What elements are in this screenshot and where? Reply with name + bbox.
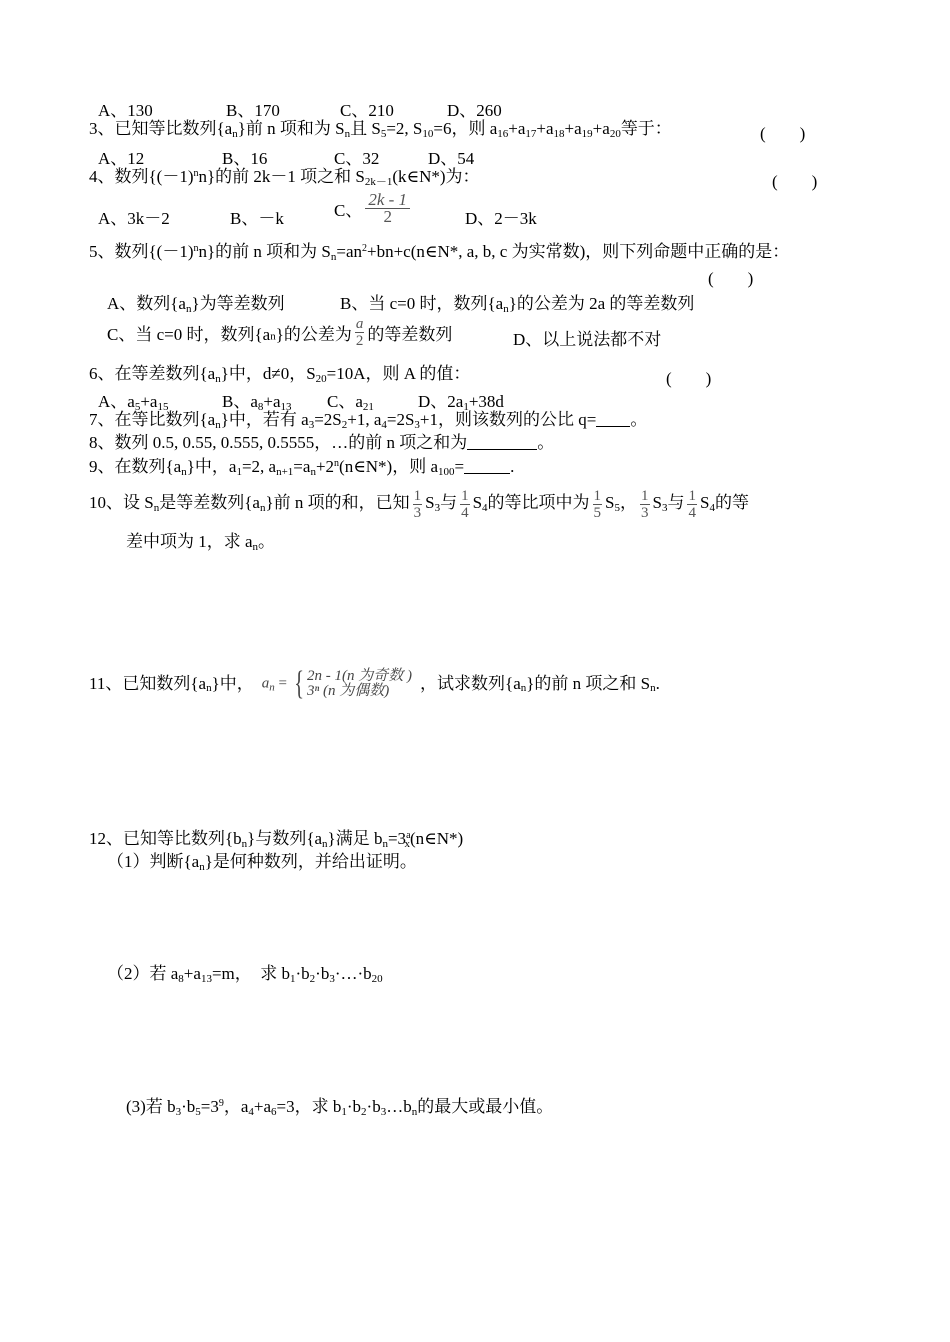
q3-option-c: C、32	[334, 149, 380, 168]
q5-option-a: A、数列$\{a_n\}$为等差数列	[107, 294, 285, 315]
question-12-part-2: （2）若 $a_8+a_{13}=m$， 求 $b_1\cdot b_2\cdot b_3\cdot\dots\cdot b_{20}$	[107, 964, 383, 985]
q2-option-c: C、210	[340, 101, 394, 120]
question-12: 12、已知等比数列$\{b_n\}$与数列$\{a_n\}$满足 $b_n=3^a_x(n\in N*)$	[89, 829, 464, 850]
fraction-one-fourth-2: $\frac{1}{4}$	[688, 487, 696, 521]
q6-option-d: D、$2a_1+38d$	[418, 392, 504, 413]
q4-option-c: C、 $\frac{2k - 1}{2}$	[334, 192, 413, 225]
q4-option-d: D、2－3k	[465, 209, 537, 228]
question-3: 3、已知等比数列$\{a_n\}$前 n 项和为 $S_n$且 $S_5=2$, $S_{10}=6$，则 $a_{16}+a_{17}+a_{18}+a_{19}+a_{20}$等于：	[89, 119, 672, 140]
q3-option-b: B、16	[222, 149, 268, 168]
q3-option-a: A、12	[98, 149, 145, 168]
question-10-line-2: 差中项为 1，求 $a_n$。	[126, 532, 276, 553]
q4-answer-bracket: ( )	[772, 172, 818, 191]
q6-option-b: B、$a_8+a_{13}$	[222, 392, 292, 413]
question-10: 10、设 $S_n$是等差数列$\{a_n\}$前 n 项的和，已知 $\frac{1}{3}$ $S_3$与 $\frac{1}{4}$ $S_4$的等比项中为 $\frac{1}{5}$ $S_5$， $\frac{1}{3}$ $S_3$与 $\frac{1}{4}$ $S_4$的等	[89, 487, 749, 521]
fraction-one-fourth: $\frac{1}{4}$	[461, 487, 469, 521]
q6-answer-bracket: ( )	[666, 369, 712, 388]
question-8: 8、数列 0.5, 0.55, 0.555, 0.5555，…的前 n 项之和为 。	[89, 433, 555, 452]
fraction-one-third: $\frac{1}{3}$	[413, 487, 422, 521]
q3-option-d: D、54	[428, 149, 475, 168]
q8-answer-blank[interactable]	[467, 433, 537, 450]
q7-answer-blank[interactable]	[596, 410, 630, 427]
q5-option-c-fraction: $\frac{a}{2}$	[355, 316, 364, 349]
q4-option-a: A、3k－2	[98, 209, 170, 228]
q5-option-d: D、以上说法都不对	[513, 330, 662, 349]
q4-option-c-fraction: $\frac{2k - 1}{2}$	[365, 192, 410, 225]
q9-answer-blank[interactable]	[464, 457, 510, 474]
question-12-part-1: （1）判断$\{a_n\}$是何种数列，并给出证明。	[107, 852, 417, 873]
q4-option-b: B、－k	[230, 209, 284, 228]
question-11: 11、已知数列$\{a_n\}$中， $a_n$ = { 2n - 1(n 为奇数 ) 3ⁿ (n 为偶数) ，试求数列$\{a_n\}$的前 n 项之和 $S_n$.	[89, 665, 660, 702]
question-5: 5、数列$\{(-1)^nn\}$的前 n 项和为 $S_n=an^2+bn+c(n\in N*$, a, b, c 为实常数)，则下列命题中正确的是：	[89, 242, 790, 263]
q6-option-c: C、$a_{21}$	[327, 392, 374, 413]
q2-option-a: A、130	[98, 101, 153, 120]
q2-option-b: B、170	[226, 101, 280, 120]
question-7: 7、在等比数列$\{a_n\}$中，若有 $a_3=2S_2+1$, $a_4=2S_3+1$，则该数列的公比 q= 。	[89, 410, 648, 431]
q5-option-c: C、当 c=0 时，数列$\{a_n\}$的公差为 $\frac{a}{2}$ 的等差数列	[107, 316, 453, 349]
fraction-one-third-2: $\frac{1}{3}$	[641, 487, 649, 521]
q6-option-a: A、$a_5+a_{15}$	[98, 392, 169, 413]
fraction-one-fifth: $\frac{1}{5}$	[593, 487, 602, 521]
q5-option-b: B、当 c=0 时，数列$\{a_n\}$的公差为 2a 的等差数列	[340, 294, 695, 315]
question-4: 4、数列$\{(-1)^nn\}$的前 2k－1 项之和 $S_{2k-1}(k\in N*)$为：	[89, 167, 480, 188]
piecewise-formula: $a_n$ = { 2n - 1(n 为奇数 ) 3ⁿ (n 为偶数)	[261, 665, 413, 702]
q3-answer-bracket: ( )	[760, 124, 806, 143]
q5-answer-bracket: ( )	[708, 269, 754, 288]
question-12-part-3: (3)若 $b_3\cdot b_5=3^9$，$a_4+a_6=3$，求 $b_1\cdot b_2\cdot b_3\dots b_n$的最大或最小值。	[126, 1097, 554, 1118]
q2-option-d: D、260	[447, 101, 502, 120]
question-9: 9、在数列$\{a_n\}$中，$a_1=2$, $a_{n+1}=a_n+2^n(n\in N*)$，则 $a_{100}=$ .	[89, 457, 515, 478]
question-6: 6、在等差数列$\{a_n\}$中，d≠0，$S_{20}=10A$，则 A 的值：	[89, 364, 471, 385]
